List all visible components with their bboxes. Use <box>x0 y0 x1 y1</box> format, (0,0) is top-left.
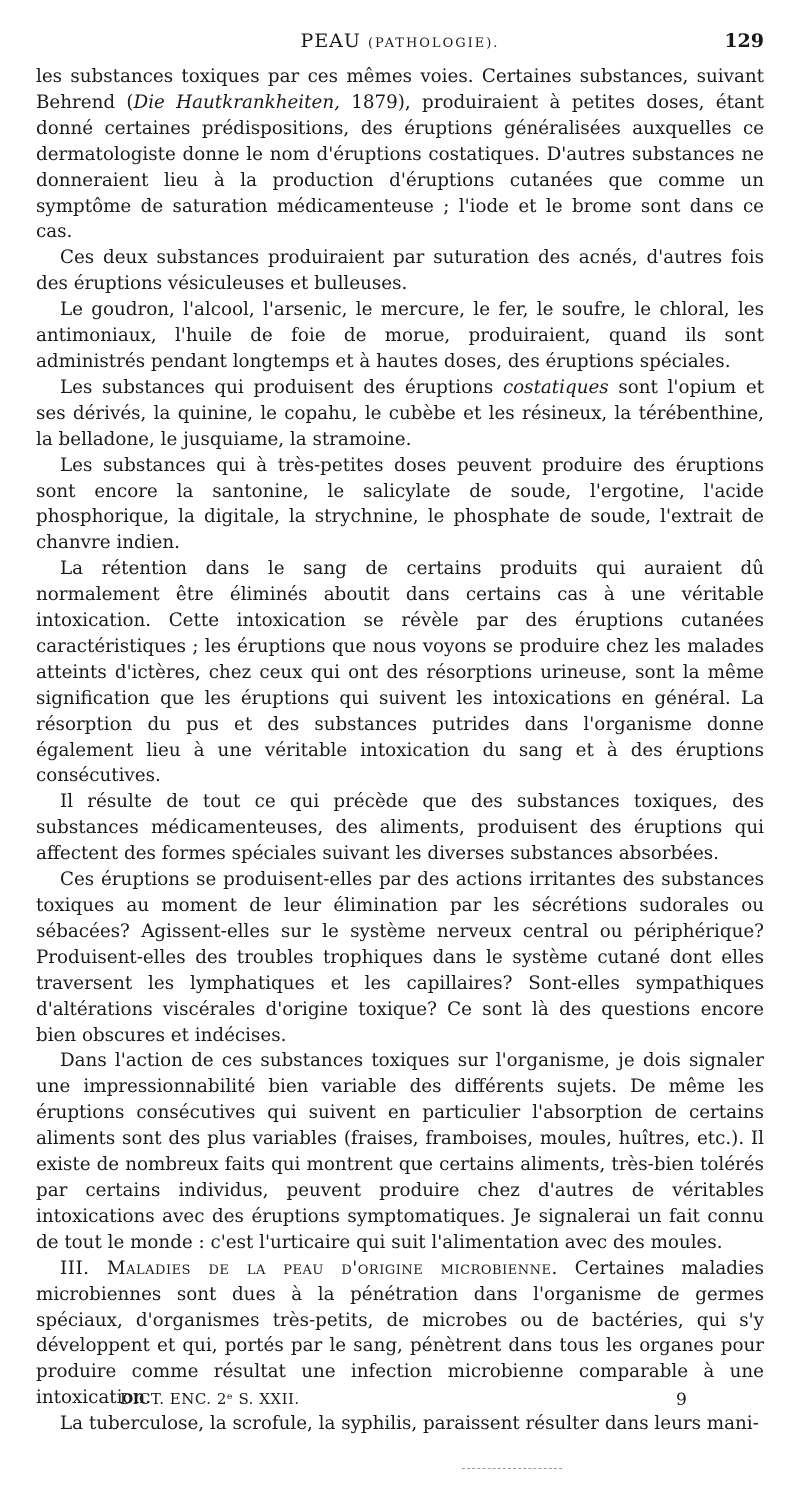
footer-signature: DICT. ENC. 2ᵉ S. XXII. <box>120 1390 300 1408</box>
paragraph-9 <box>36 1256 764 1411</box>
paragraph-3 <box>36 375 764 453</box>
paragraph-0-book-title: Die Hautkrankheiten, <box>133 91 340 113</box>
paragraph-3-text-a: Les substances qui produisent des éruptions <box>60 376 503 398</box>
running-head <box>36 30 764 56</box>
running-title <box>36 30 764 52</box>
paragraph-0-text-b: 1879), produiraient à petites doses, étant donné certaines prédispositions, des éruptions généralisées auxquelles ce dermatologiste donne le nom d'éruptions costatiques. D'autres substances ne donneraient lieu à la production d'éruptions cutanées que comme un symptôme de saturation médicamenteuse ; l'iode et le brome sont dans ce cas. <box>36 91 764 243</box>
bottom-divider <box>462 1468 562 1469</box>
paragraph-9-text: Certaines maladies microbiennes sont dues à la pénétration dans l'organisme de germes spéciaux, d'organismes très-petits, de microbes ou de bactéries, qui s'y développent et qui, portés par le sang, pénètrent dans tous les organes pour produire comme résultat une infection microbienne comparable à une intoxication. <box>36 1257 765 1409</box>
running-title-main: PEAU <box>300 30 361 52</box>
paragraph-0 <box>36 64 764 245</box>
paragraph-3-text-b: sont l'opium et ses dérivés, la quinine, le copahu, le cubèbe et les résineux, la térébenthine, la belladone, le jusquiame, la stramoine. <box>36 376 764 450</box>
paragraph-5: La rétention dans le sang de certains produits qui auraient dû normalement être éliminés aboutit dans certains cas à une véritable intoxication. Cette intoxication se révèle par des éruptions cutanées caractéristiques ; les éruptions que nous voyons se produire chez les malades atteints d'ictères, chez ceux qui ont des résorptions urineuse, sont la même signification que les éruptions qui suivent les intoxications en général. La résorption du pus et des substances putrides dans l'organisme donne également lieu à une véritable intoxication du sang et à des éruptions consécutives. <box>36 558 764 787</box>
paragraph-8: Dans l'action de ces substances toxiques sur l'organisme, je dois signaler une impressionnabilité bien variable des différents sujets. De même les éruptions consécutives qui suivent en particulier l'absorption de certains aliments sont des plus variables (fraises, framboises, moules, huîtres, etc.). Il existe de nombreux faits qui montrent que certains aliments, très-bien tolérés par certains individus, peuvent produire chez d'autres de véritables intoxications avec des éruptions symptomatiques. Je signalerai un fait connu de tout le monde : c'est l'urticaire qui suit l'alimentation avec des moules. <box>36 1050 764 1253</box>
paragraph-4: Les substances qui à très-petites doses peuvent produire des éruptions sont encore la santonine, le salicylate de soude, l'ergotine, l'acide phosphorique, la digitale, la strychnine, le phosphate de soude, l'extrait de chanvre indien. <box>36 454 764 554</box>
paragraph-10: La tuberculose, la scrofule, la syphilis, paraissent résulter dans leurs mani- <box>60 1413 759 1435</box>
page-number: 129 <box>724 30 764 52</box>
footer-sheet-number: 9 <box>676 1390 687 1410</box>
paragraph-7: Ces éruptions se produisent-elles par des actions irritantes des substances toxiques au moment de leur élimination par les sécrétions sudorales ou sébacées? Agissent-elles sur le système nerveux central ou périphérique? Produisent-elles des troubles trophiques dans le système cutané dont elles traversent les lymphatiques et les capillaires? Sont-elles sympathiques d'altérations viscérales d'origine toxique? Ce sont là des questions encore bien obscures et indécises. <box>36 869 764 1046</box>
running-title-sub: (PATHOLOGIE). <box>367 36 500 51</box>
paragraph-6: Il résulte de tout ce qui précède que des substances toxiques, des substances médicamenteuses, des aliments, produisent des éruptions qui affectent des formes spéciales suivant les diverses substances absorbées. <box>36 791 764 865</box>
paragraph-2: Le goudron, l'alcool, l'arsenic, le mercure, le fer, le soufre, le chloral, les antimoniaux, l'huile de foie de morue, produiraient, quand ils sont administrés pendant longtemps et à hautes doses, des éruptions spéciales. <box>36 299 764 372</box>
paragraph-3-italic: costatiques <box>502 376 609 398</box>
body-text <box>36 64 764 1437</box>
footer <box>36 1390 764 1420</box>
paragraph-0-text-a: les substances toxiques par ces mêmes voies. Certaines substances, suivant Behrend ( <box>36 66 764 113</box>
section-heading: III. Maladies de la peau d'origine microbienne. <box>60 1257 558 1279</box>
paragraph-1: Ces deux substances produiraient par suturation des acnés, d'autres fois des éruptions vésiculeuses et bulleuses. <box>36 247 764 295</box>
